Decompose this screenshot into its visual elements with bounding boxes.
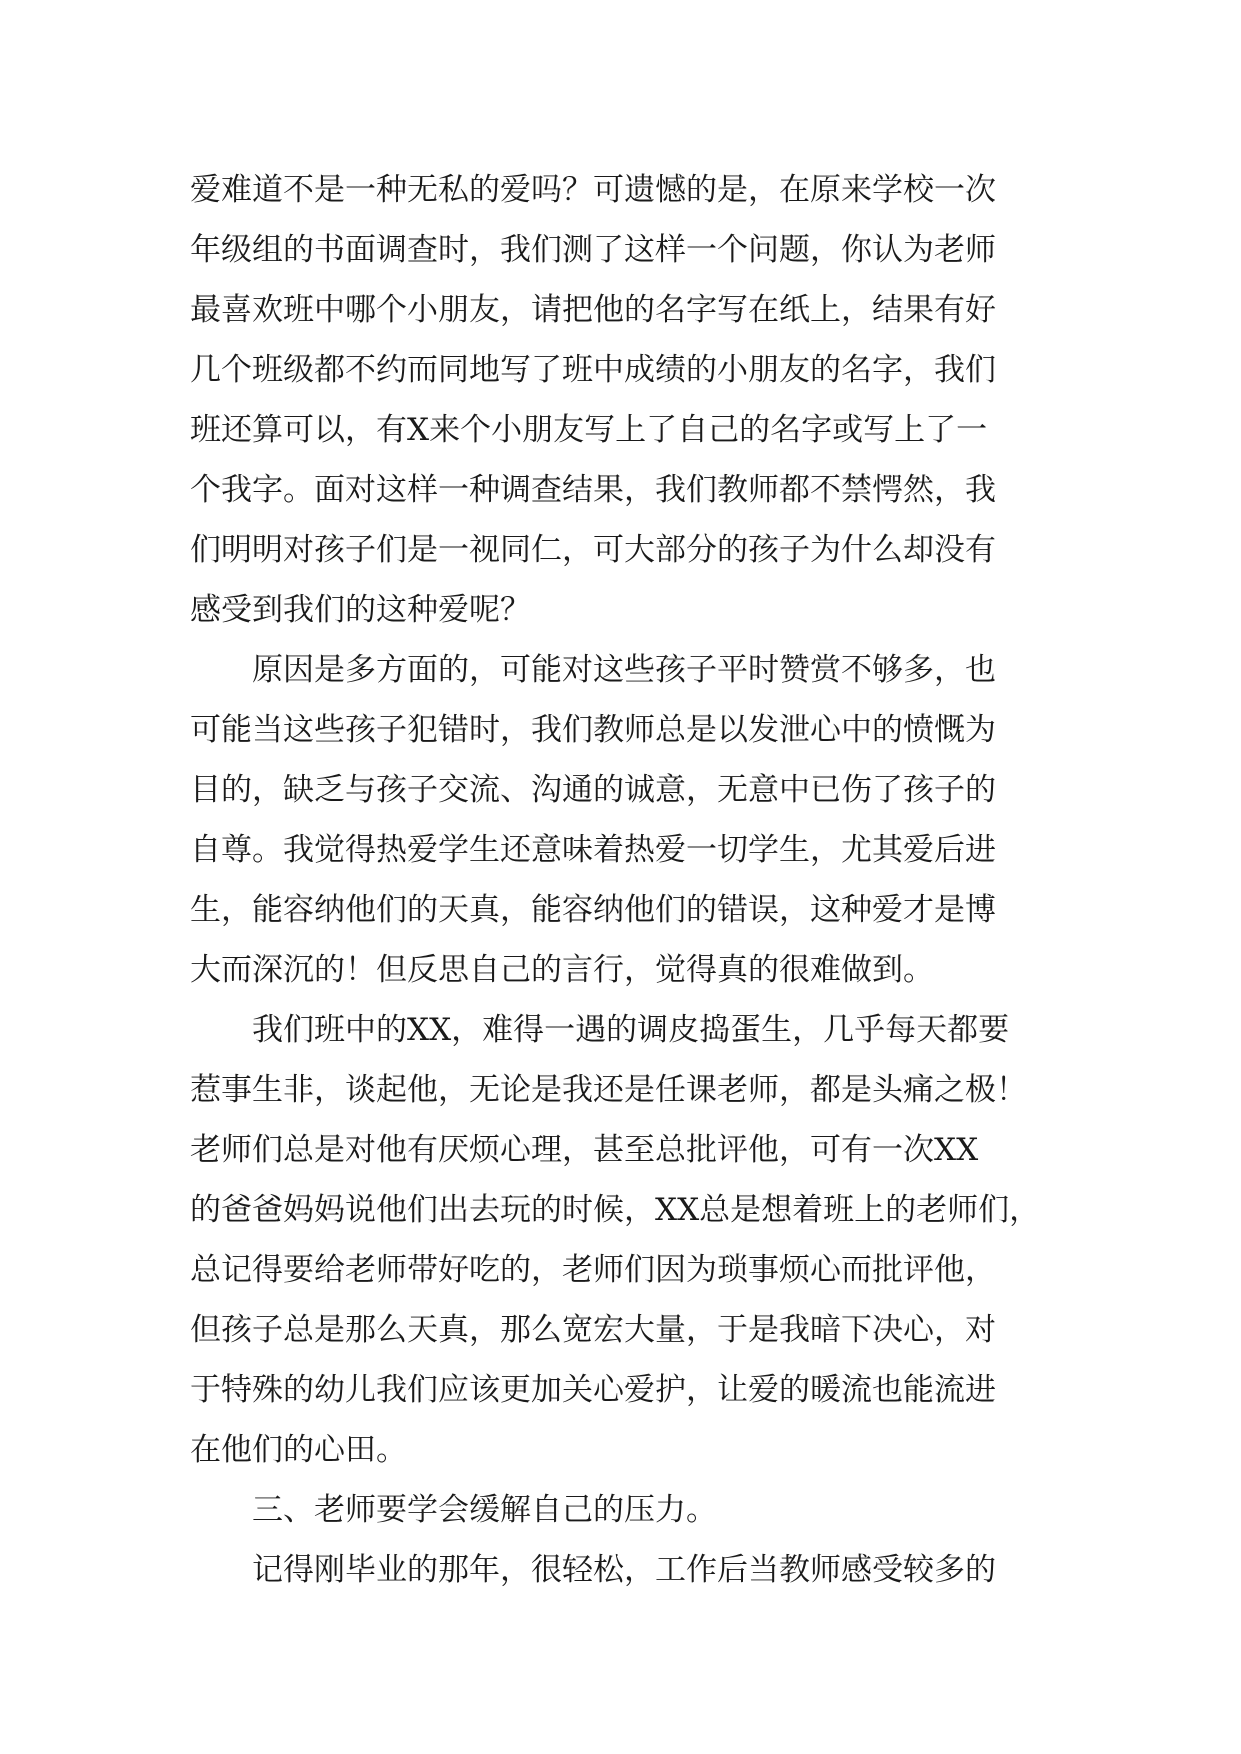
text-line: 年级组的书面调查时，我们测了这样一个问题，你认为老师 [190,232,996,268]
text-line: 感受到我们的这种爱呢？ [190,592,531,628]
text-line: 大而深沉的！但反思自己的言行，觉得真的很难做到。 [190,952,934,988]
text-line: 几个班级都不约而同地写了班中成绩的小朋友的名字，我们 [190,352,996,388]
text-line: 但孩子总是那么天真，那么宽宏大量，于是我暗下决心，对 [190,1312,996,1348]
text-line: 自尊。我觉得热爱学生还意味着热爱一切学生，尤其爱后进 [190,832,996,868]
text-line: 在他们的心田。 [190,1432,407,1468]
section-heading: 三、老师要学会缓解自己的压力。 [252,1492,717,1528]
text-line: 的爸爸妈妈说他们出去玩的时候，XX总是想着班上的老师们， [190,1192,1041,1228]
paragraph-start-line: 记得刚毕业的那年，很轻松，工作后当教师感受较多的 [252,1552,996,1588]
text-line: 老师们总是对他有厌烦心理，甚至总批评他，可有一次XX [190,1132,979,1168]
text-line: 班还算可以，有X来个小朋友写上了自己的名字或写上了一 [190,412,988,448]
document-body [190,160,1070,1600]
text-line: 惹事生非，谈起他，无论是我还是任课老师，都是头痛之极！ [190,1072,1027,1108]
text-line: 总记得要给老师带好吃的，老师们因为琐事烦心而批评他， [190,1252,996,1288]
text-line: 爱难道不是一种无私的爱吗？可遗憾的是，在原来学校一次 [190,172,996,208]
text-line: 目的，缺乏与孩子交流、沟通的诚意，无意中已伤了孩子的 [190,772,996,808]
text-line: 个我字。面对这样一种调查结果，我们教师都不禁愕然，我 [190,472,996,508]
paragraph-start-line: 原因是多方面的，可能对这些孩子平时赞赏不够多，也 [252,652,996,688]
text-line: 最喜欢班中哪个小朋友，请把他的名字写在纸上，结果有好 [190,292,996,328]
paragraph-start-line: 我们班中的XX，难得一遇的调皮捣蛋生，几乎每天都要 [252,1012,1010,1048]
text-line: 于特殊的幼儿我们应该更加关心爱护，让爱的暖流也能流进 [190,1372,996,1408]
text-line: 可能当这些孩子犯错时，我们教师总是以发泄心中的愤慨为 [190,712,996,748]
text-line: 们明明对孩子们是一视同仁，可大部分的孩子为什么却没有 [190,532,996,568]
text-line: 生，能容纳他们的天真，能容纳他们的错误，这种爱才是博 [190,892,996,928]
